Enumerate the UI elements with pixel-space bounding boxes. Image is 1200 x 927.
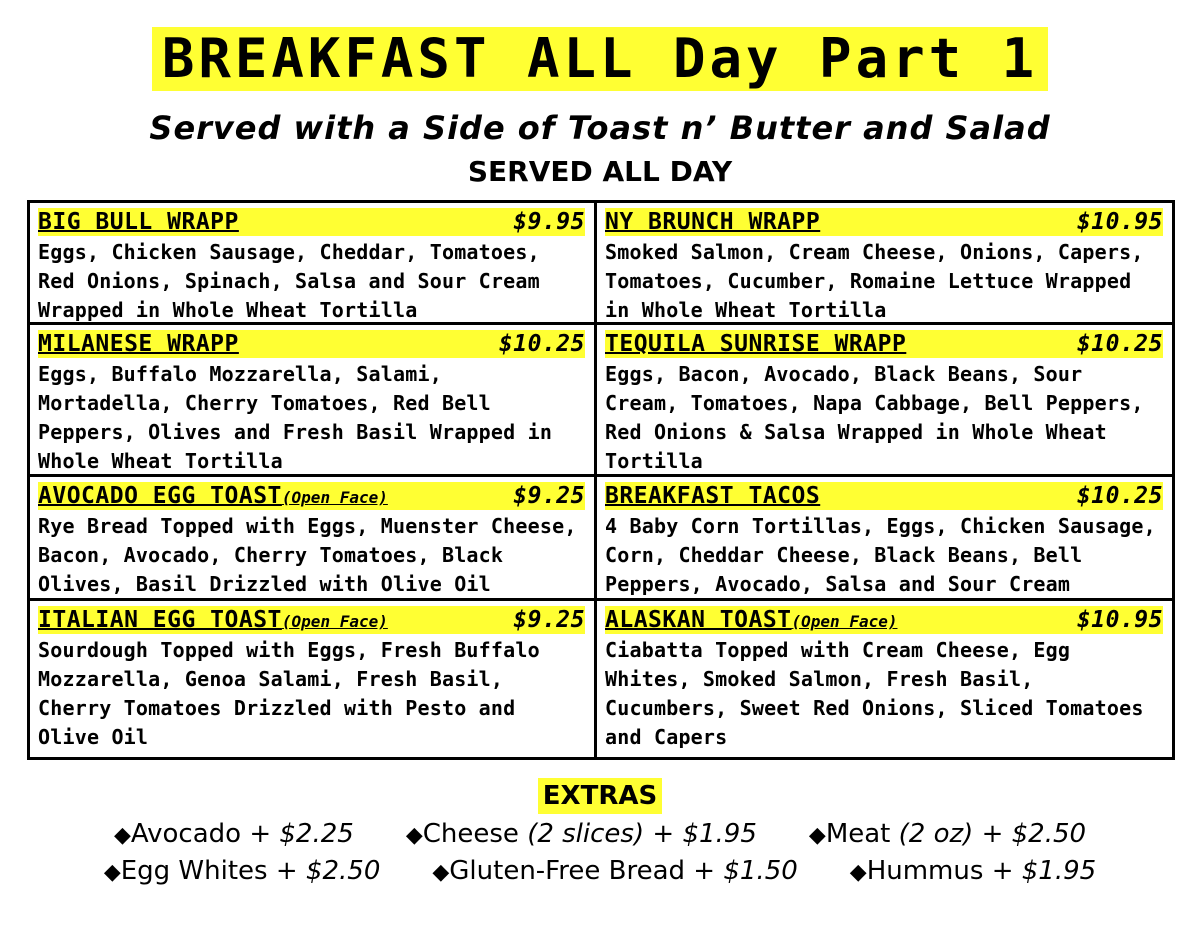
menu-item-description: Eggs, Bacon, Avocado, Black Beans, Sour Cream, Tomatoes, Napa Cabbage, Bell Peppers, Red Onions & Salsa Wrapped in Whole Wheat Tortilla [605, 362, 1144, 473]
extra-item [809, 818, 1086, 852]
extra-price: $1.95 [1021, 856, 1097, 886]
menu-item-description: Eggs, Chicken Sausage, Cheddar, Tomatoes, Red Onions, Spinach, Salsa and Sour Cream Wrapped in Whole Wheat Tortilla [38, 240, 540, 322]
menu-item-description: Ciabatta Topped with Cream Cheese, Egg Whites, Smoked Salmon, Fresh Basil, Cucumbers, Sweet Red Onions, Sliced Tomatoes and Capers [605, 638, 1144, 749]
extras-row [0, 818, 1200, 852]
menu-item-header [38, 208, 585, 236]
extra-name: Avocado [130, 819, 242, 849]
extra-name: Meat [825, 819, 891, 849]
extras-title: EXTRAS [538, 778, 662, 814]
menu-item-price: $9.25 [513, 483, 585, 509]
menu-item [597, 203, 1172, 325]
diamond-bullet-icon: ◆ [849, 860, 867, 885]
extra-item [850, 855, 1096, 889]
diamond-bullet-icon: ◆ [103, 860, 121, 885]
extra-item [406, 818, 757, 852]
menu-item-description: Smoked Salmon, Cream Cheese, Onions, Capers, Tomatoes, Cucumber, Romaine Lettuce Wrapped in Whole Wheat Tortilla [605, 240, 1144, 322]
menu-item-header [605, 330, 1163, 358]
menu-item-note: (Open Face) [791, 612, 898, 631]
extra-price: $2.25 [279, 819, 354, 849]
extras-row [0, 855, 1200, 889]
page-title: BREAKFAST ALL Day Part 1 [152, 27, 1048, 91]
menu-item-name: NY BRUNCH WRAPP [605, 209, 821, 235]
menu-item-price: $10.25 [1076, 483, 1163, 509]
menu-item-price: $10.25 [1076, 331, 1163, 357]
menu-item-note: (Open Face) [281, 488, 388, 507]
menu-item [597, 325, 1172, 477]
menu-item-name: BIG BULL WRAPP [38, 209, 239, 235]
extra-price: $2.50 [305, 856, 381, 886]
menu-item [30, 477, 597, 601]
extra-price: $2.50 [1011, 819, 1087, 849]
menu-item-price: $10.25 [498, 331, 585, 357]
extra-plus: + [693, 856, 716, 886]
diamond-bullet-icon: ◆ [405, 823, 423, 848]
menu-item-name: ALASKAN TOAST [605, 607, 792, 633]
menu-item-price: $9.95 [513, 209, 585, 235]
menu-item [30, 203, 597, 325]
served-all-day-label: SERVED ALL DAY [467, 155, 733, 188]
extra-plus: + [652, 819, 675, 849]
extra-price: $1.95 [682, 819, 757, 849]
menu-item [597, 477, 1172, 601]
title-wrap [0, 27, 1200, 91]
extra-name: Gluten-Free Bread [449, 856, 686, 886]
extra-qualifier: (2 oz) [898, 819, 974, 849]
extra-plus: + [275, 856, 298, 886]
extra-plus: + [981, 819, 1004, 849]
extra-name: Cheese [422, 819, 519, 849]
extras-section [0, 778, 1200, 814]
menu-item [30, 325, 597, 477]
diamond-bullet-icon: ◆ [808, 823, 826, 848]
menu-item-name: AVOCADO EGG TOAST [38, 483, 282, 509]
menu-item [597, 601, 1172, 757]
menu-item-header [38, 606, 585, 634]
menu-item-header [38, 482, 585, 510]
menu-item-description: Eggs, Buffalo Mozzarella, Salami, Mortadella, Cherry Tomatoes, Red Bell Peppers, Olives and Fresh Basil Wrapped in Whole Wheat Tortilla [38, 362, 553, 473]
menu-item [30, 601, 597, 757]
subtitle: Served with a Side of Toast n’ Butter and Salad [149, 109, 1051, 147]
diamond-bullet-icon: ◆ [113, 823, 131, 848]
extra-plus: + [991, 856, 1014, 886]
extra-name: Egg Whites [120, 856, 268, 886]
menu-item-price: $9.25 [513, 607, 585, 633]
menu-item-header [605, 606, 1163, 634]
menu-table [27, 200, 1175, 760]
menu-item-header [605, 482, 1163, 510]
extra-item [432, 855, 797, 889]
extra-item [114, 818, 354, 852]
menu-item-description: Rye Bread Topped with Eggs, Muenster Cheese, Bacon, Avocado, Cherry Tomatoes, Black Olives, Basil Drizzled with Olive Oil [38, 514, 577, 596]
menu-item-note: (Open Face) [281, 612, 388, 631]
menu-item-name: MILANESE WRAPP [38, 331, 239, 357]
menu-item-name: BREAKFAST TACOS [605, 483, 821, 509]
menu-item-price: $10.95 [1076, 607, 1163, 633]
menu-item-header [38, 330, 585, 358]
menu-item-name: TEQUILA SUNRISE WRAPP [605, 331, 907, 357]
extra-price: $1.50 [723, 856, 798, 886]
menu-item-description: 4 Baby Corn Tortillas, Eggs, Chicken Sausage, Corn, Cheddar Cheese, Black Beans, Bell Peppers, Avocado, Salsa and Sour Cream [605, 514, 1156, 596]
menu-item-price: $10.95 [1076, 209, 1163, 235]
menu-item-name: ITALIAN EGG TOAST [38, 607, 282, 633]
extra-plus: + [249, 819, 272, 849]
menu-item-description: Sourdough Topped with Eggs, Fresh Buffalo Mozzarella, Genoa Salami, Fresh Basil, Cherry Tomatoes Drizzled with Pesto and Olive Oil [38, 638, 540, 749]
menu-item-header [605, 208, 1163, 236]
extra-qualifier: (2 slices) [527, 819, 645, 849]
diamond-bullet-icon: ◆ [432, 860, 450, 885]
extra-name: Hummus [866, 856, 984, 886]
extra-item [104, 855, 381, 889]
